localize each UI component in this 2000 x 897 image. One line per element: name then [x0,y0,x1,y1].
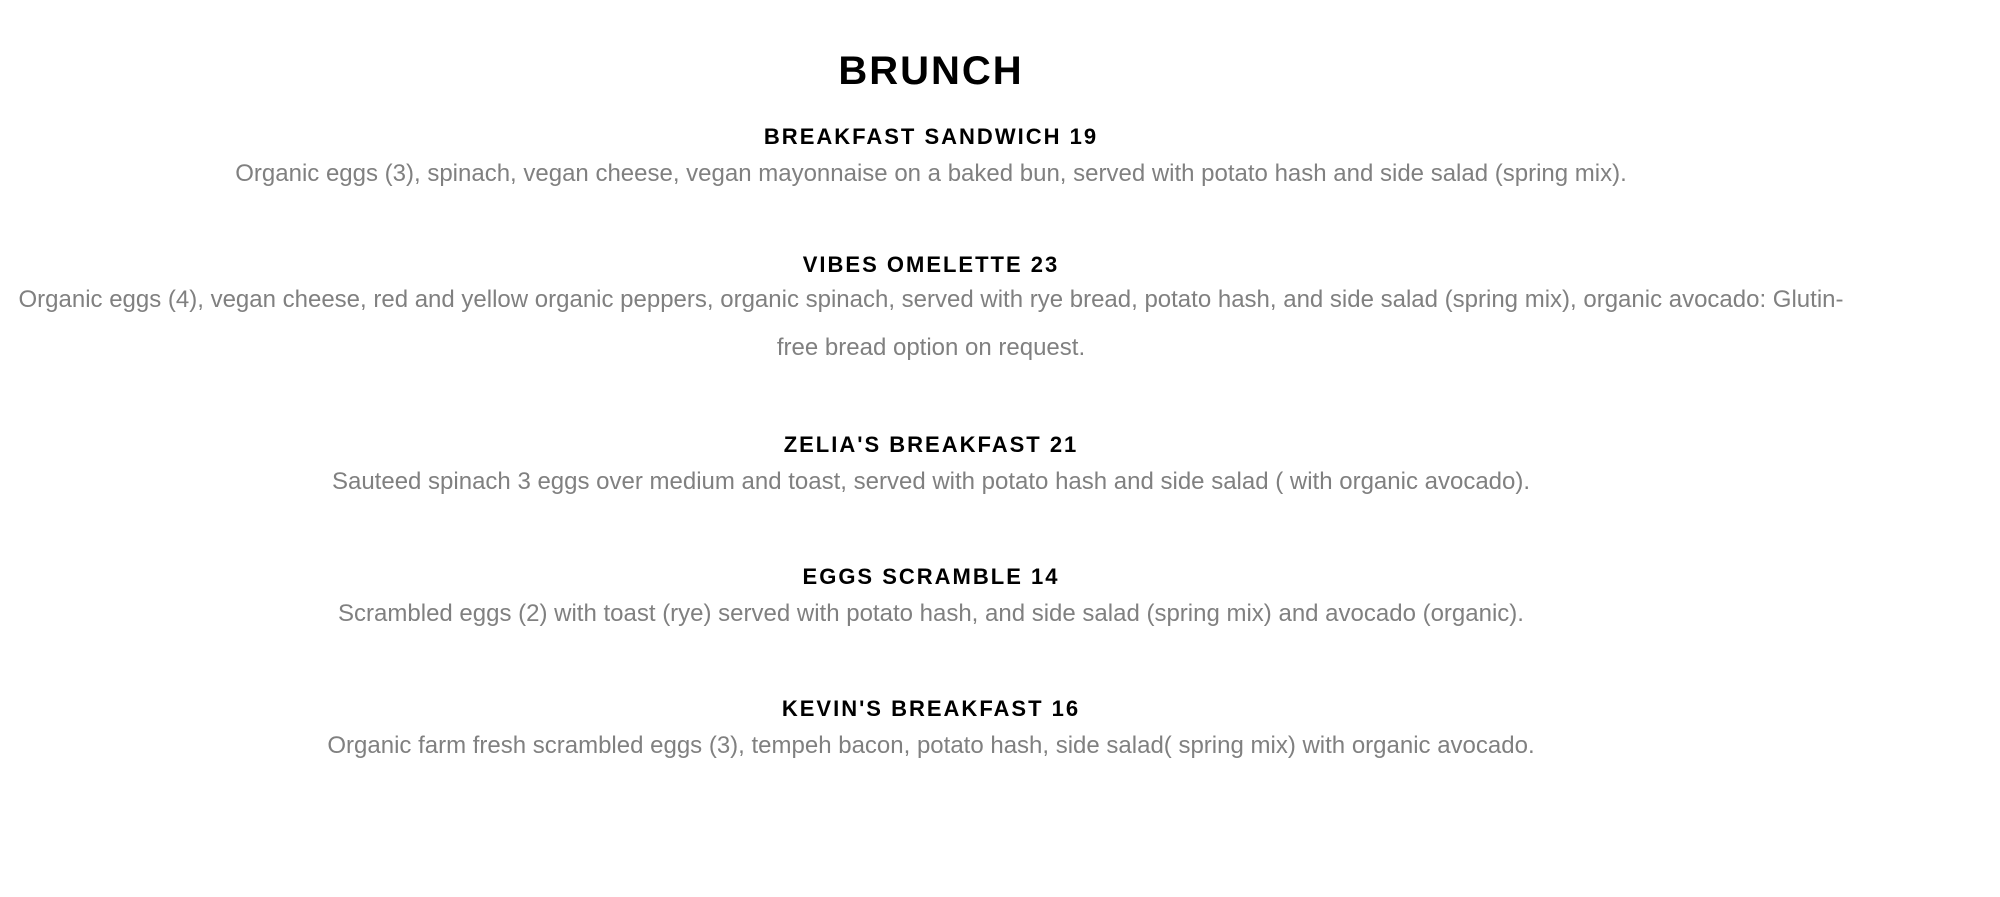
menu-item [0,430,1862,506]
menu-item-name: EGGS SCRAMBLE 14 [802,564,1060,589]
menu-item-name: KEVIN'S BREAKFAST 16 [781,696,1081,721]
menu-item-name: ZELIA'S BREAKFAST 21 [783,432,1079,457]
menu-item-description: Organic eggs (3), spinach, vegan cheese, vegan mayonnaise on a baked bun, served with potato hash and side salad (spring mix). [235,160,1627,187]
menu-item [0,562,1862,638]
menu-item [0,250,1862,372]
menu-item-description: Organic farm fresh scrambled eggs (3), tempeh bacon, potato hash, side salad( spring mix) with organic avocado. [327,732,1535,759]
menu-item-description: Organic eggs (4), vegan cheese, red and yellow organic peppers, organic spinach, served with rye bread, potato hash, and side salad (spring mix), organic avocado: Glutin-free bread option on request. [18,286,1844,361]
menu-item-name: BREAKFAST SANDWICH 19 [763,124,1099,149]
menu-item [0,122,1862,198]
menu-item [0,694,1862,770]
menu-item-description: Sauteed spinach 3 eggs over medium and toast, served with potato hash and side salad ( with organic avocado). [331,468,1531,495]
section-title: BRUNCH [838,49,1024,93]
menu-item-description: Scrambled eggs (2) with toast (rye) served with potato hash, and side salad (spring mix) and avocado (organic). [338,600,1524,627]
menu-item-name: VIBES OMELETTE 23 [802,252,1060,277]
